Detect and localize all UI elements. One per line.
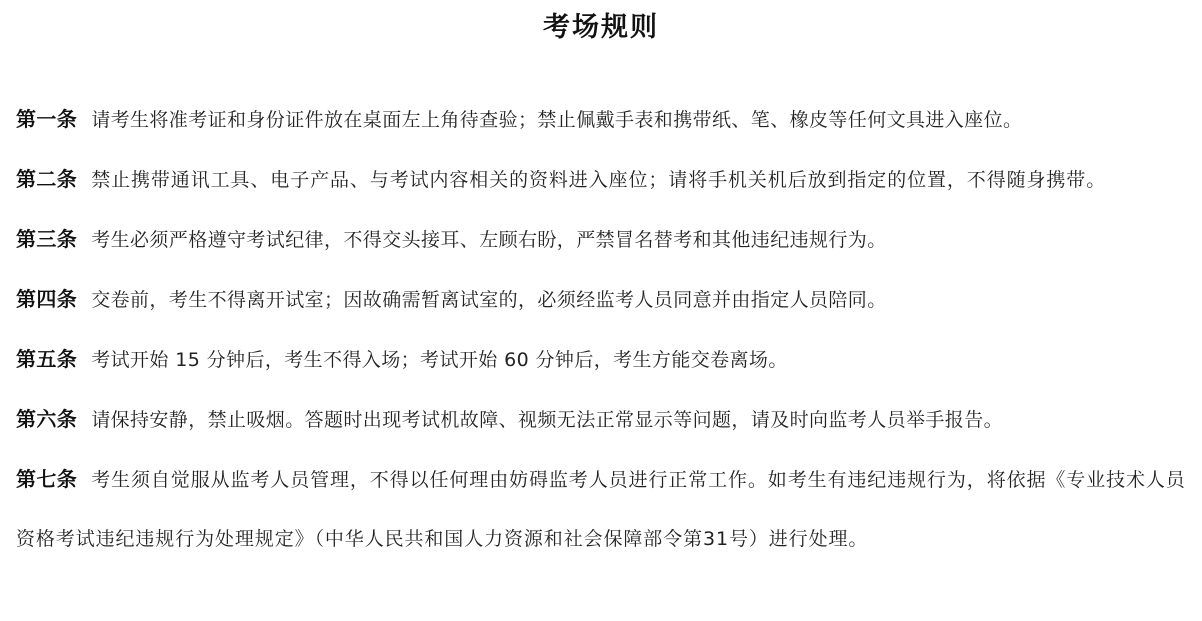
article-text: 考生须自觉服从监考人员管理，不得以任何理由妨碍监考人员进行正常工作。如考生有违纪违规行为，将依据《专业技术人员资格考试违纪违规行为处理规定》（中华人民共和国人力资源和社会保障部令第31号）进行处理。 bbox=[16, 469, 1186, 550]
article-label: 第二条 bbox=[16, 167, 78, 191]
article-label: 第六条 bbox=[16, 407, 78, 431]
article-label: 第七条 bbox=[16, 467, 78, 491]
article-text: 禁止携带通讯工具、电子产品、与考试内容相关的资料进入座位；请将手机关机后放到指定的位置，不得随身携带。 bbox=[91, 169, 1107, 191]
article-text: 交卷前，考生不得离开试室；因故确需暂离试室的，必须经监考人员同意并由指定人员陪同。 bbox=[91, 289, 887, 311]
article-text: 考生必须严格遵守考试纪律，不得交头接耳、左顾右盼，严禁冒名替考和其他违纪违规行为。 bbox=[91, 229, 887, 251]
article-label: 第四条 bbox=[16, 287, 78, 311]
article-label: 第三条 bbox=[16, 227, 78, 251]
article-label: 第五条 bbox=[16, 347, 78, 371]
document-title: 考场规则 bbox=[543, 12, 659, 43]
article-6 bbox=[16, 390, 1186, 450]
article-5 bbox=[16, 330, 1186, 390]
article-text: 考试开始 15 分钟后，考生不得入场；考试开始 60 分钟后，考生方能交卷离场。 bbox=[91, 349, 788, 371]
article-4 bbox=[16, 270, 1186, 330]
article-2 bbox=[16, 150, 1186, 210]
article-text: 请保持安静，禁止吸烟。答题时出现考试机故障、视频无法正常显示等问题，请及时向监考人员举手报告。 bbox=[91, 409, 1004, 431]
article-3 bbox=[16, 210, 1186, 270]
article-1 bbox=[16, 90, 1186, 150]
article-7 bbox=[16, 450, 1186, 569]
article-list bbox=[16, 90, 1186, 569]
article-label: 第一条 bbox=[16, 107, 78, 131]
article-text: 请考生将准考证和身份证件放在桌面左上角待查验；禁止佩戴手表和携带纸、笔、橡皮等任何文具进入座位。 bbox=[91, 109, 1023, 131]
